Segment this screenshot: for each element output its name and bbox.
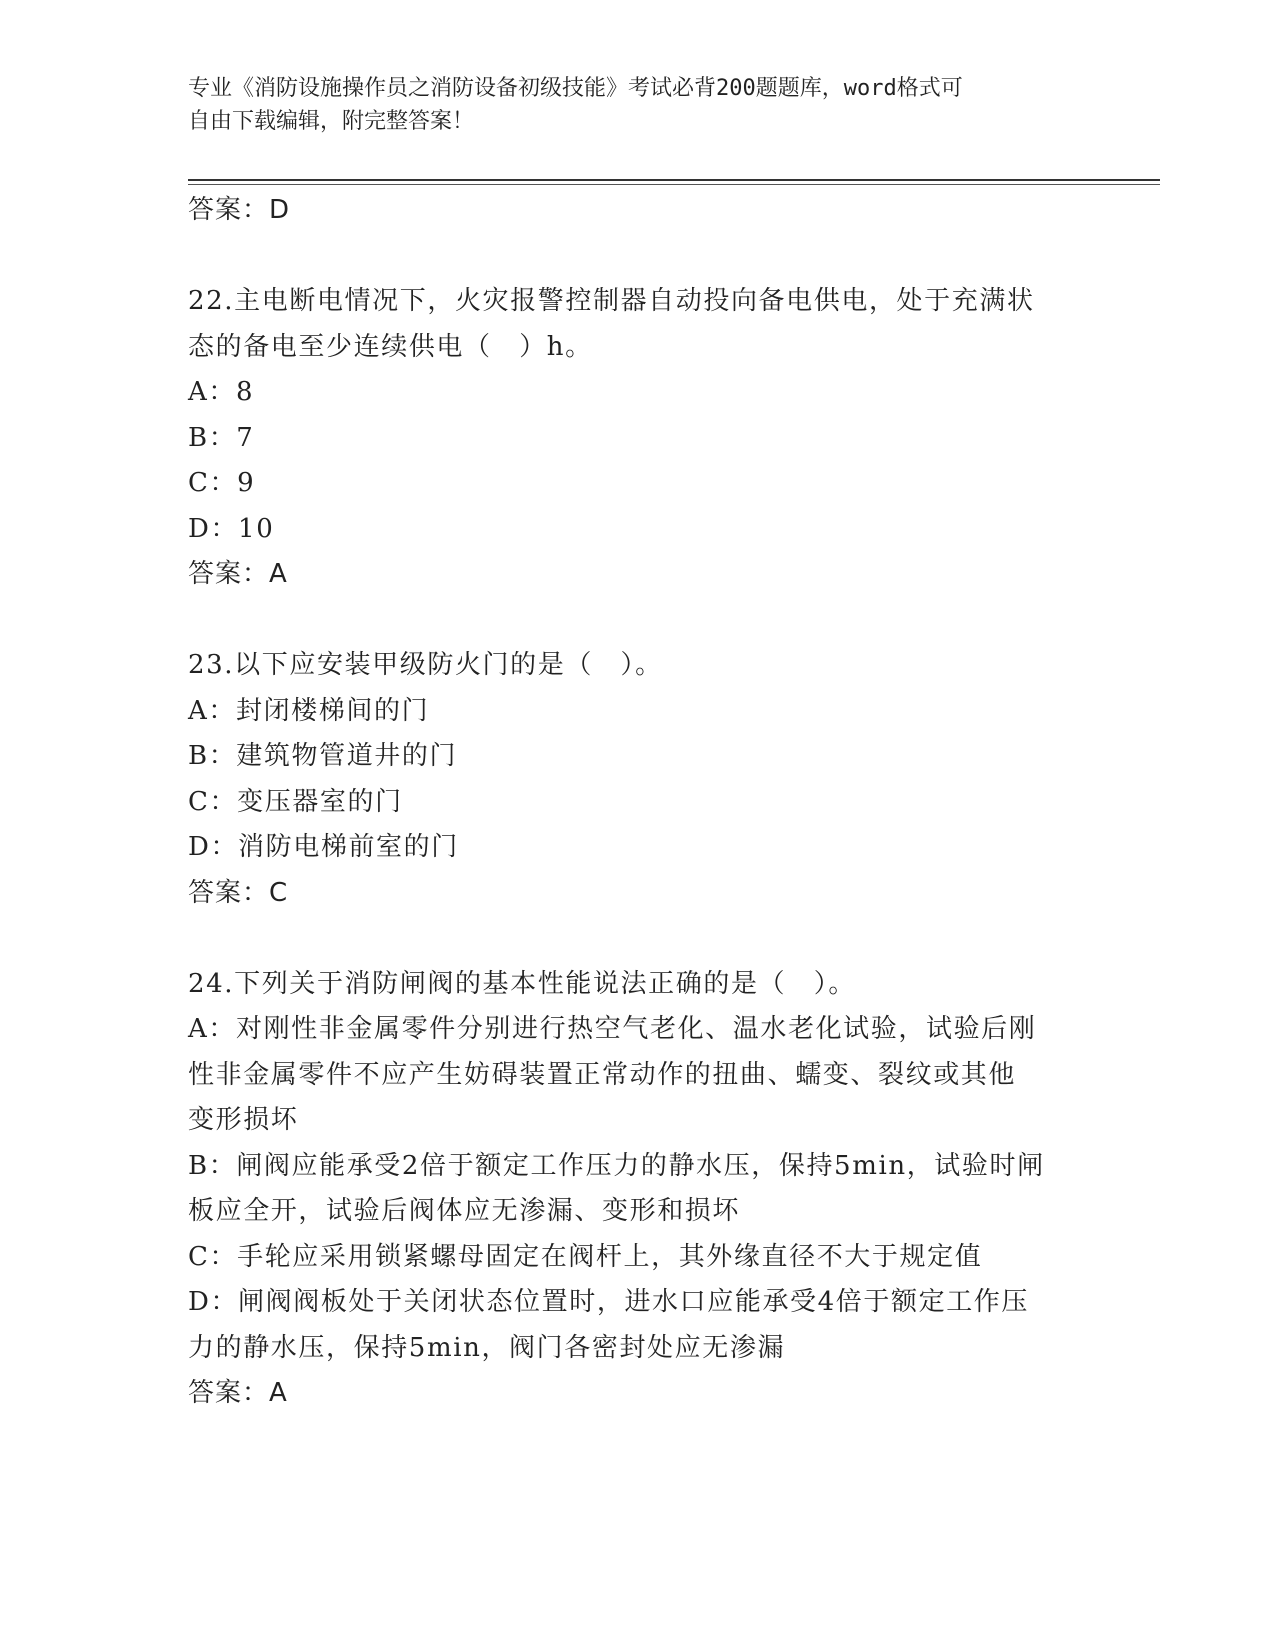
question-23-option-d: D：消防电梯前室的门 bbox=[188, 832, 459, 862]
question-24-stem: 24.下列关于消防闸阀的基本性能说法正确的是（ ）。 bbox=[188, 968, 856, 999]
question-22-answer: 答案：A bbox=[188, 559, 288, 589]
question-24-option-d-line-1: D：闸阀阀板处于关闭状态位置时，进水口应能承受4倍于额定工作压 bbox=[188, 1287, 1029, 1317]
question-24-option-b-line-1: B：闸阀应能承受2倍于额定工作压力的静水压，保持5min，试验时闸 bbox=[188, 1150, 1045, 1181]
document-header bbox=[188, 72, 1088, 138]
question-22-option-a: A：8 bbox=[188, 377, 255, 407]
header-line-1: 专业《消防设施操作员之消防设备初级技能》考试必背200题题库，word格式可 bbox=[188, 76, 963, 101]
question-24-option-a-line-1: A：对刚性非金属零件分别进行热空气老化、温水老化试验，试验后刚 bbox=[188, 1014, 1037, 1044]
header-divider-thin bbox=[188, 184, 1160, 185]
question-23 bbox=[188, 643, 1088, 916]
answer-21: 答案：D bbox=[188, 195, 291, 225]
spacer bbox=[188, 916, 1088, 962]
document-body bbox=[188, 188, 1088, 1417]
spacer bbox=[188, 598, 1088, 644]
question-23-stem: 23.以下应安装甲级防火门的是（ ）。 bbox=[188, 650, 663, 680]
header-divider-thick bbox=[188, 179, 1160, 181]
question-24-option-a-line-2: 性非金属零件不应产生妨碍装置正常动作的扭曲、蠕变、裂纹或其他 bbox=[188, 1059, 1017, 1090]
question-24-option-a-line-3: 变形损坏 bbox=[188, 1105, 299, 1135]
question-22 bbox=[188, 279, 1088, 598]
question-22-stem-line-2: 态的备电至少连续供电（ ）h。 bbox=[188, 331, 593, 362]
question-22-stem-line-1: 22.主电断电情况下，火灾报警控制器自动投向备电供电，处于充满状 bbox=[188, 286, 1035, 316]
question-23-option-b: B：建筑物管道井的门 bbox=[188, 741, 458, 771]
question-24-option-c: C：手轮应采用锁紧螺母固定在阀杆上，其外缘直径不大于规定值 bbox=[188, 1241, 983, 1272]
question-22-option-b: B：7 bbox=[188, 422, 255, 453]
question-22-option-c: C：9 bbox=[188, 468, 256, 498]
question-23-option-c: C：变压器室的门 bbox=[188, 786, 403, 817]
header-line-2: 自由下载编辑，附完整答案！ bbox=[188, 109, 475, 134]
question-24-option-d-line-2: 力的静水压，保持5min，阀门各密封处应无渗漏 bbox=[188, 1332, 786, 1363]
question-24-option-b-line-2: 板应全开，试验后阀体应无渗漏、变形和损坏 bbox=[188, 1196, 741, 1226]
question-22-option-d: D：10 bbox=[188, 513, 275, 544]
question-23-answer: 答案：C bbox=[188, 877, 289, 908]
spacer bbox=[188, 234, 1088, 280]
question-24-answer: 答案：A bbox=[188, 1378, 288, 1408]
question-24 bbox=[188, 962, 1088, 1417]
question-23-option-a: A：封闭楼梯间的门 bbox=[188, 695, 430, 726]
